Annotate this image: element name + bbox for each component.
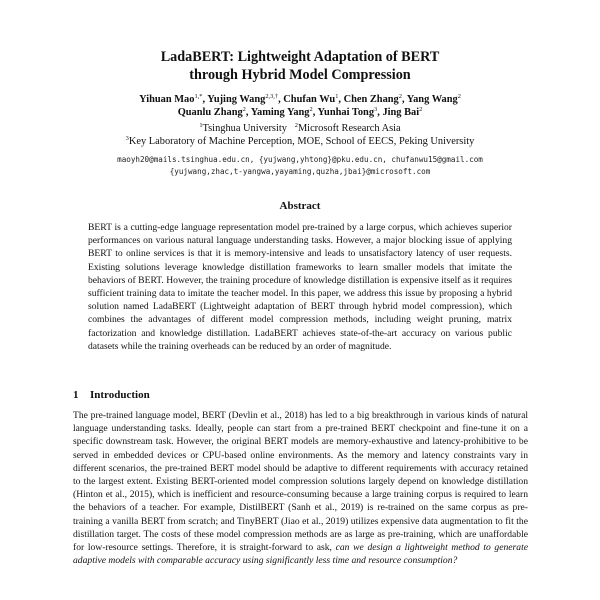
- abstract-body: BERT is a cutting-edge language representation model pre-trained by a large corpus, which achieves superior performances on various natural language understanding tasks. However, a major blocking issue of applying BERT to online services is that it is memory-intensive and leads to unsatisfactory latency of user requests. Existing solutions leverage knowledge distillation frameworks to learn smaller models that imitate the behaviors of BERT. However, the training procedure of knowledge distillation is expensive itself as it requires sufficient training data to imitate the teacher model. In this paper, we address this issue by proposing a hybrid solution named LadaBERT (Lightweight adaptation of BERT through hybrid model compression), which combines the advantages of different model compression methods, including weight pruning, matrix factorization and knowledge distillation. LadaBERT achieves state-of-the-art accuracy on various public datasets while the training overheads can be reduced by an order of magnitude.: [88, 222, 512, 352]
- title-line-1: LadaBERT: Lightweight Adaptation of BERT: [160, 49, 440, 65]
- email-line-2: {yujwang,zhac,t-yangwa,yayaming,quzha,jbai}@microsoft.com: [169, 167, 431, 177]
- affiliation-sup: 1: [199, 122, 203, 129]
- author-list: [0, 94, 600, 119]
- author-sup: 2: [398, 93, 402, 100]
- section-title: Introduction: [90, 389, 150, 401]
- author-name: Yaming Yang: [250, 106, 310, 118]
- author-sup: 2: [242, 105, 246, 113]
- author-sup: 3: [374, 105, 378, 113]
- affiliation-msra: Microsoft Research Asia: [297, 123, 401, 134]
- email-block: [0, 154, 600, 179]
- author-sup: 1,*: [194, 93, 203, 100]
- author-line-1: Yihuan Mao$^{1,*}$, Yujing Wang$^{2,3,\dagger}$, Chufan Wu$^1$, Chen Zhang$^2$, Yang Wang$^2$: [139, 93, 461, 105]
- author-sup: 2: [309, 105, 313, 113]
- paper-title: [0, 49, 600, 84]
- affiliation-sup: 3: [125, 135, 129, 143]
- affiliation-pku: Key Laboratory of Machine Perception, MOE, School of EECS, Peking University: [128, 136, 475, 148]
- affiliation-sup: 2: [294, 122, 298, 129]
- author-name: Yunhai Tong: [317, 106, 375, 118]
- email-line-1: maoyh20@mails.tsinghua.edu.cn, {yujwang,yhtong}@pku.edu.cn, chufanwu15@gmail.com: [117, 155, 483, 164]
- affiliation-line-1: [0, 122, 600, 135]
- introduction-question: can we design a lightweight method to generate adaptive models with comparable accuracy using significantly less time and resource consumption?: [73, 542, 528, 567]
- author-line-2: Quanlu Zhang$^2$, Yaming Yang$^2$, Yunhai Tong$^3$, Jing Bai$^2$: [177, 105, 423, 118]
- author-sup: 2: [419, 105, 423, 113]
- author-name: Yujing Wang: [207, 94, 266, 105]
- author-name: Yang Wang: [406, 94, 458, 105]
- introduction-body: [73, 409, 528, 567]
- author-name: Chufan Wu: [283, 94, 336, 105]
- author-sup: 2: [457, 93, 461, 100]
- title-line-2: through Hybrid Model Compression: [189, 66, 411, 83]
- author-name: Chen Zhang: [343, 94, 399, 105]
- affiliation-line-2: [0, 135, 600, 148]
- introduction-text: The pre-trained language model, BERT (Devlin et al., 2018) has led to a big breakthrough in various kinds of natural language understanding tasks. Ideally, people can start from a pre-trained BERT checkpoint and fine-tune it on a specific downstream task. However, the original BERT models are memory-exhaustive and latency-prohibitive to be served in embedded devices or CPU-based online environments. As the memory and latency constraints vary in different scenarios, the pre-trained BERT model should be adaptive to different requirements with accuracy retained to the largest extent. Existing BERT-oriented model compression solutions largely depend on knowledge distillation (Hinton et al., 2015), which is inefficient and resource-consuming because a large training corpus is required to learn the behaviors of a teacher. For example, DistilBERT (Sanh et al., 2019) is re-trained on the same corpus as pre-training a vanilla BERT from scratch; and TinyBERT (Jiao et al., 2019) utilizes expensive data augmentation to fit the distillation target. The costs of these model compression methods are as large as pre-training, which are unaffordable for low-resource settings. Therefore, it is straight-forward to ask,: [73, 410, 528, 554]
- author-name: Jing Bai: [382, 106, 420, 118]
- author-sup: 2,3,†: [265, 93, 279, 100]
- author-name: Yihuan Mao: [139, 94, 195, 105]
- abstract-heading: Abstract: [279, 200, 321, 212]
- section-number: 1: [73, 389, 79, 401]
- section-heading: [73, 389, 150, 401]
- affiliations: [0, 122, 600, 149]
- affiliation-tsinghua: Tsinghua University: [202, 123, 287, 134]
- author-sup: 1: [335, 93, 339, 100]
- author-name: Quanlu Zhang: [177, 106, 243, 118]
